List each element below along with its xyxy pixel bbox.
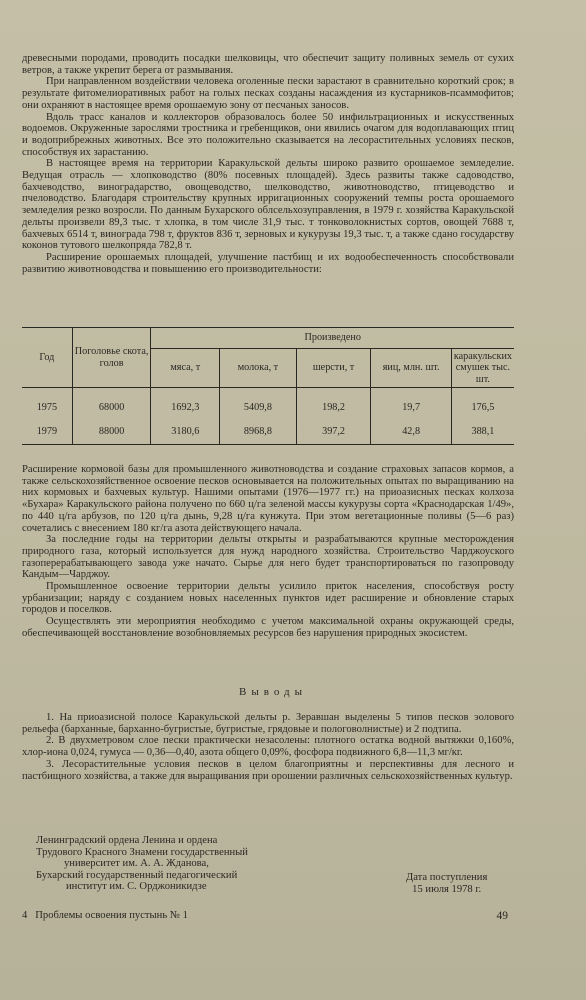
affiliation-line: институт им. С. Орджоникидзе — [66, 881, 207, 893]
cell-eggs: 42,8 — [371, 420, 451, 445]
cell-milk: 8968,8 — [220, 420, 297, 445]
col-karakul-header: каракульских смушек тыс. шт. — [451, 349, 514, 388]
produced-group-header: Произведено — [151, 328, 514, 349]
paragraph: Вдоль трасс каналов и коллекторов образовалось более 50 инфильтрационных и искусственных водоемов. Окруженные зарослями тростника и гребенщиков, они явились очагом для водоплавающих птиц и водоприбрежных животных. Все это положительно сказывается на лесорастительных условиях песков, способствуя их зарастанию. — [22, 111, 514, 158]
paragraph: 3. Лесорастительные условия песков в целом благоприятны и перспективны для лесного и пастбищного хозяйства, а также для выращивания при орошении различных сельскохозяйственных культур. — [22, 758, 514, 782]
col-meat-header: мяса, т — [151, 349, 220, 388]
paragraph: В настоящее время на территории Каракульской дельты широко развито орошаемое земледелие. Ведущая отрасль — хлопководство (80% посевных площадей). Здесь развиты также садоводство, бахчеводство, виноградарство, овощеводство, шелководство, животноводство, птицеводство и пчеловодство. Благодаря строительству крупных ирригационных сооружений темпы роста орошаемого земледелия резко возросли. По данным Бухарского облсельхозуправления, в 1979 г. хозяйства Каракульской дельты произвели 89,3 тыс. т хлопка, в том числе 31,9 тыс. т тонковолокнистых сортов, овощей 7688 т, бахчевых 6514 т, винограда 798 т, фруктов 836 т, зерновых и кукурузы 19,3 тыс. т, а также сдано государству коконов тутового шелкопряда 782,8 т. — [22, 158, 514, 252]
col-livestock-header: Поголовье скота, голов — [72, 328, 151, 388]
body-text-bottom — [22, 464, 514, 640]
cell-eggs: 19,7 — [371, 388, 451, 421]
cell-milk: 5409,8 — [220, 388, 297, 421]
paragraph: древесными породами, проводить посадки шелковицы, что обеспечит защиту поливных земель от сухих ветров, а также укрепит берега от размывания. — [22, 53, 514, 76]
affiliation-line: Трудового Красного Знамени государственный — [36, 846, 248, 858]
cell-livestock: 68000 — [72, 388, 151, 421]
cell-meat: 1692,3 — [151, 388, 220, 421]
paragraph: При направленном воздействии человека оголенные пески зарастают в сравнительно короткий срок; в результате фитомелиоративных работ на голых песках созданы насаждения из кустарников-псаммофитов; они охраняют в настоящее время орошаемую зону от песчаных заносов. — [22, 76, 514, 111]
body-text-top — [22, 53, 514, 275]
cell-wool: 198,2 — [296, 388, 371, 421]
paragraph: Осуществлять эти мероприятия необходимо с учетом максимальной охраны окружающей среды, обеспечивающей восстановление возобновляемых ресурсов без нарушения природных экосистем. — [22, 616, 514, 639]
paragraph: 1. На приоазисной полосе Каракульской дельты р. Зеравшан выделены 5 типов песков эолового рельефа (барханные, барханно-бугристые, бугристые, грядовые и пологоволнистые) и 2 подтипа. — [22, 712, 514, 735]
paragraph: За последние годы на территории дельты открыты и разрабатываются крупные месторождения природного газа, который используется для нужд народного хозяйства. Строительство Чарджоуского газоперерабатывающего завода уже начато. Сырье для него будет транспортироваться по газопроводу Кандым—Чарджоу. — [22, 534, 514, 581]
signature-mark: 4 Проблемы освоения пустынь № 1 — [22, 910, 188, 921]
received-date: 15 июля 1978 г. — [412, 883, 482, 895]
affiliation-line: Бухарский государственный педагогический — [36, 869, 238, 881]
received-label: Дата поступления — [406, 872, 488, 883]
paragraph: Расширение орошаемых площадей, улучшение пастбищ и их водообеспеченность способствовали развитию животноводства и повышению его производительности: — [22, 251, 514, 275]
affiliation-line: Ленинградский ордена Ленина и ордена — [36, 835, 218, 846]
col-eggs-header: яиц, млн. шт. — [371, 349, 451, 388]
cell-wool: 397,2 — [296, 420, 371, 445]
conclusions-heading: Выводы — [238, 686, 308, 698]
table-row — [22, 420, 514, 445]
page-number: 49 — [496, 910, 508, 922]
cell-year: 1975 — [36, 402, 58, 414]
table-row — [22, 388, 514, 421]
affiliation-block — [36, 835, 248, 893]
col-milk-header: молока, т — [220, 349, 297, 388]
received-date-block — [406, 872, 487, 895]
col-wool-header: шерсти, т — [296, 349, 371, 388]
cell-meat: 3180,6 — [151, 420, 220, 445]
conclusions-list — [22, 712, 514, 782]
cell-karakul: 388,1 — [451, 420, 514, 445]
affiliation-line: университет им. А. А. Жданова, — [64, 858, 209, 870]
paragraph: Промышленное освоение территории дельты усилило приток населения, способствуя росту урбанизации; наряду с созданием новых населенных пунктов идет расширение и обновление старых городов и поселков. — [22, 581, 514, 616]
cell-karakul: 176,5 — [451, 388, 514, 421]
paragraph: 2. В двухметровом слое пески практически незасолены: плотного остатка водной вытяжки 0,160%, хлор-иона 0,024, гумуса — 0,36—0,40, азота общего 0,09%, фосфора подвижного 6,8—11,3 мг/кг. — [22, 735, 514, 759]
cell-livestock: 88000 — [72, 420, 151, 445]
paragraph: Расширение кормовой базы для промышленного животноводства и создание страховых запасов кормов, а также сельскохозяйственное освоение песков основывается на положительных опытах по выращиванию на них кормовых и бахчевых культур. Нашими опытами (1976—1977 гг.) на приоазисных песках колхоза «Бухара» Каракульского района получено по 660 ц/га зеленой массы кукурузы сорта «Краснодарская 1/49», по 440 ц/га арбузов, по 120 ц/га дынь, 9,28 ц/га кунжута. При этом вегетационные поливы (5—6 раз) сочетались с внесением 180 кг/га азота действующего начала. — [22, 464, 514, 534]
col-year-header: Год — [22, 328, 72, 388]
livestock-production-table — [22, 327, 514, 445]
cell-year: 1979 — [22, 420, 72, 445]
